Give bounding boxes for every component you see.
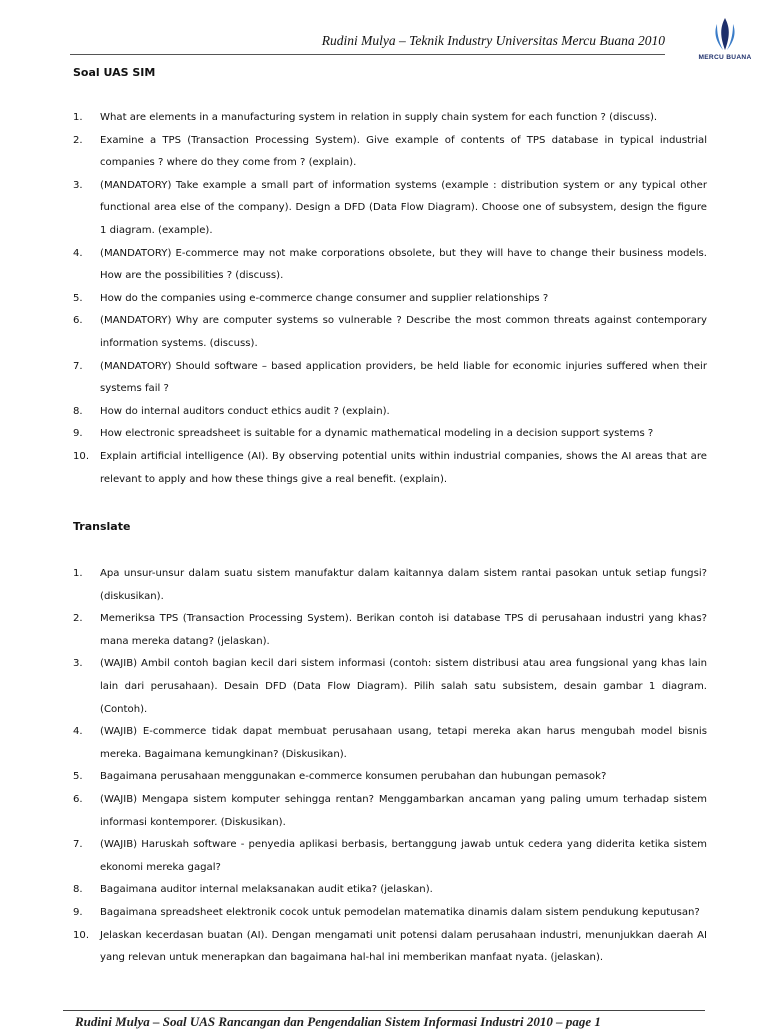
item-number: 8. (73, 884, 83, 896)
item-text: (WAJIB) E-commerce tidak dapat membuat perusahaan usang, tetapi mereka akan harus mengubah model bisnis mereka. Bagaimana kemungkinan? (Diskusikan). (100, 726, 707, 760)
list-item (73, 721, 707, 766)
list-item (73, 925, 707, 970)
translate-list (73, 563, 707, 970)
item-number: 9. (73, 428, 83, 440)
item-text: (MANDATORY) E-commerce may not make corporations obsolete, but they will have to change their business models. How are the possibilities ? (discuss). (100, 247, 707, 282)
item-text: (MANDATORY) Should software – based application providers, be held liable for economic injuries suffered when their systems fail ? (100, 360, 707, 395)
item-text: Bagaimana perusahaan menggunakan e-commerce konsumen perubahan dan hubungan pemasok? (100, 771, 607, 783)
item-text: (WAJIB) Ambil contoh bagian kecil dari sistem informasi (contoh: sistem distribusi atau area fungsional yang khas lain lain dari perusahaan). Desain DFD (Data Flow Diagram). Pilih salah satu subsistem, desain gambar 1 diagram. (Contoh). (100, 658, 707, 715)
list-item (73, 834, 707, 879)
list-item (73, 107, 707, 130)
item-number: 8. (73, 405, 83, 417)
item-text: Jelaskan kecerdasan buatan (AI). Dengan mengamati unit potensi dalam perusahaan industri, menunjukkan daerah AI yang relevan untuk menerapkan dan bagaimana hal-hal ini memberikan manfaat nyata. (jelaskan). (100, 929, 707, 964)
item-text: Bagaimana spreadsheet elektronik cocok untuk pemodelan matematika dinamis dalam sistem pendukung keputusan? (100, 906, 700, 918)
item-number: 3. (73, 658, 83, 670)
list-item (73, 879, 707, 902)
item-text: Bagaimana auditor internal melaksanakan audit etika? (jelaskan). (100, 884, 433, 896)
university-logo (690, 16, 760, 72)
item-number: 6. (73, 315, 83, 327)
item-text: Memeriksa TPS (Transaction Processing System). Berikan contoh isi database TPS di perusahaan industri yang khas? mana mereka datang? (jelaskan). (100, 613, 707, 647)
item-number: 10. (73, 929, 90, 941)
item-number: 10. (73, 450, 90, 462)
item-text: What are elements in a manufacturing system in relation in supply chain system for each function ? (discuss). (100, 112, 658, 123)
logo-caption: MERCU BUANA (698, 54, 752, 61)
list-item (73, 130, 707, 175)
item-text: How do the companies using e-commerce change consumer and supplier relationships ? (100, 292, 549, 304)
university-flame-logo-icon (711, 16, 739, 52)
list-item (73, 446, 707, 491)
list-item (73, 243, 707, 288)
questions-list (73, 107, 707, 491)
item-number: 1. (73, 568, 83, 579)
item-number: 5. (73, 292, 83, 304)
header-divider (70, 54, 665, 55)
list-item (73, 175, 707, 243)
footer-divider (63, 1010, 705, 1011)
item-number: 7. (73, 839, 83, 851)
list-item (73, 789, 707, 834)
header-title: Rudini Mulya – Teknik Industry Universitas Mercu Buana 2010 (321, 33, 665, 48)
list-item (73, 902, 707, 925)
list-item (73, 653, 707, 721)
list-item (73, 608, 707, 653)
item-text: Examine a TPS (Transaction Processing System). Give example of contents of TPS database in typical industrial companies ? where do they come from ? (explain). (100, 134, 707, 169)
item-text: How do internal auditors conduct ethics audit ? (explain). (100, 405, 390, 417)
list-item (73, 766, 707, 789)
item-text: (WAJIB) Mengapa sistem komputer sehingga rentan? Menggambarkan ancaman yang paling umum terhadap sistem informasi kontemporer. (Diskusikan). (100, 793, 707, 828)
item-number: 6. (73, 793, 83, 805)
item-text: Explain artificial intelligence (AI). By observing potential units within industrial companies, shows the AI areas that are relevant to apply and how these things give a real benefit. (explain). (100, 450, 707, 485)
list-item (73, 288, 707, 311)
questions-heading: Soal UAS SIM (73, 66, 156, 79)
item-number: 2. (73, 134, 83, 146)
item-number: 3. (73, 179, 83, 191)
item-text: (MANDATORY) Take example a small part of information systems (example : distribution system or any typical other functional area else of the company). Design a DFD (Data Flow Diagram). Choose one of subsystem, design the figure 1 diagram. (example). (100, 179, 707, 236)
item-number: 2. (73, 613, 83, 625)
list-item (73, 356, 707, 401)
item-text: How electronic spreadsheet is suitable for a dynamic mathematical modeling in a decision support systems ? (100, 428, 654, 440)
item-number: 5. (73, 771, 83, 783)
item-number: 4. (73, 726, 83, 738)
item-number: 9. (73, 906, 83, 918)
list-item (73, 310, 707, 355)
list-item (73, 423, 707, 446)
list-item (73, 563, 707, 608)
list-item (73, 401, 707, 424)
item-text: Apa unsur-unsur dalam suatu sistem manufaktur dalam kaitannya dalam sistem rantai pasokan untuk setiap fungsi? (diskusikan). (100, 568, 707, 602)
item-number: 1. (73, 112, 83, 123)
item-text: (MANDATORY) Why are computer systems so vulnerable ? Describe the most common threats against contemporary information systems. (discuss). (100, 315, 707, 349)
footer-text: Rudini Mulya – Soal UAS Rancangan dan Pengendalian Sistem Informasi Industri 2010 – page 1 (75, 1014, 601, 1029)
item-text: (WAJIB) Haruskah software - penyedia aplikasi berbasis, bertanggung jawab untuk cedera yang diderita ketika sistem ekonomi mereka gagal? (100, 839, 707, 873)
item-number: 7. (73, 360, 83, 372)
item-number: 4. (73, 247, 83, 259)
page-header (60, 30, 760, 70)
translate-heading: Translate (73, 520, 131, 533)
